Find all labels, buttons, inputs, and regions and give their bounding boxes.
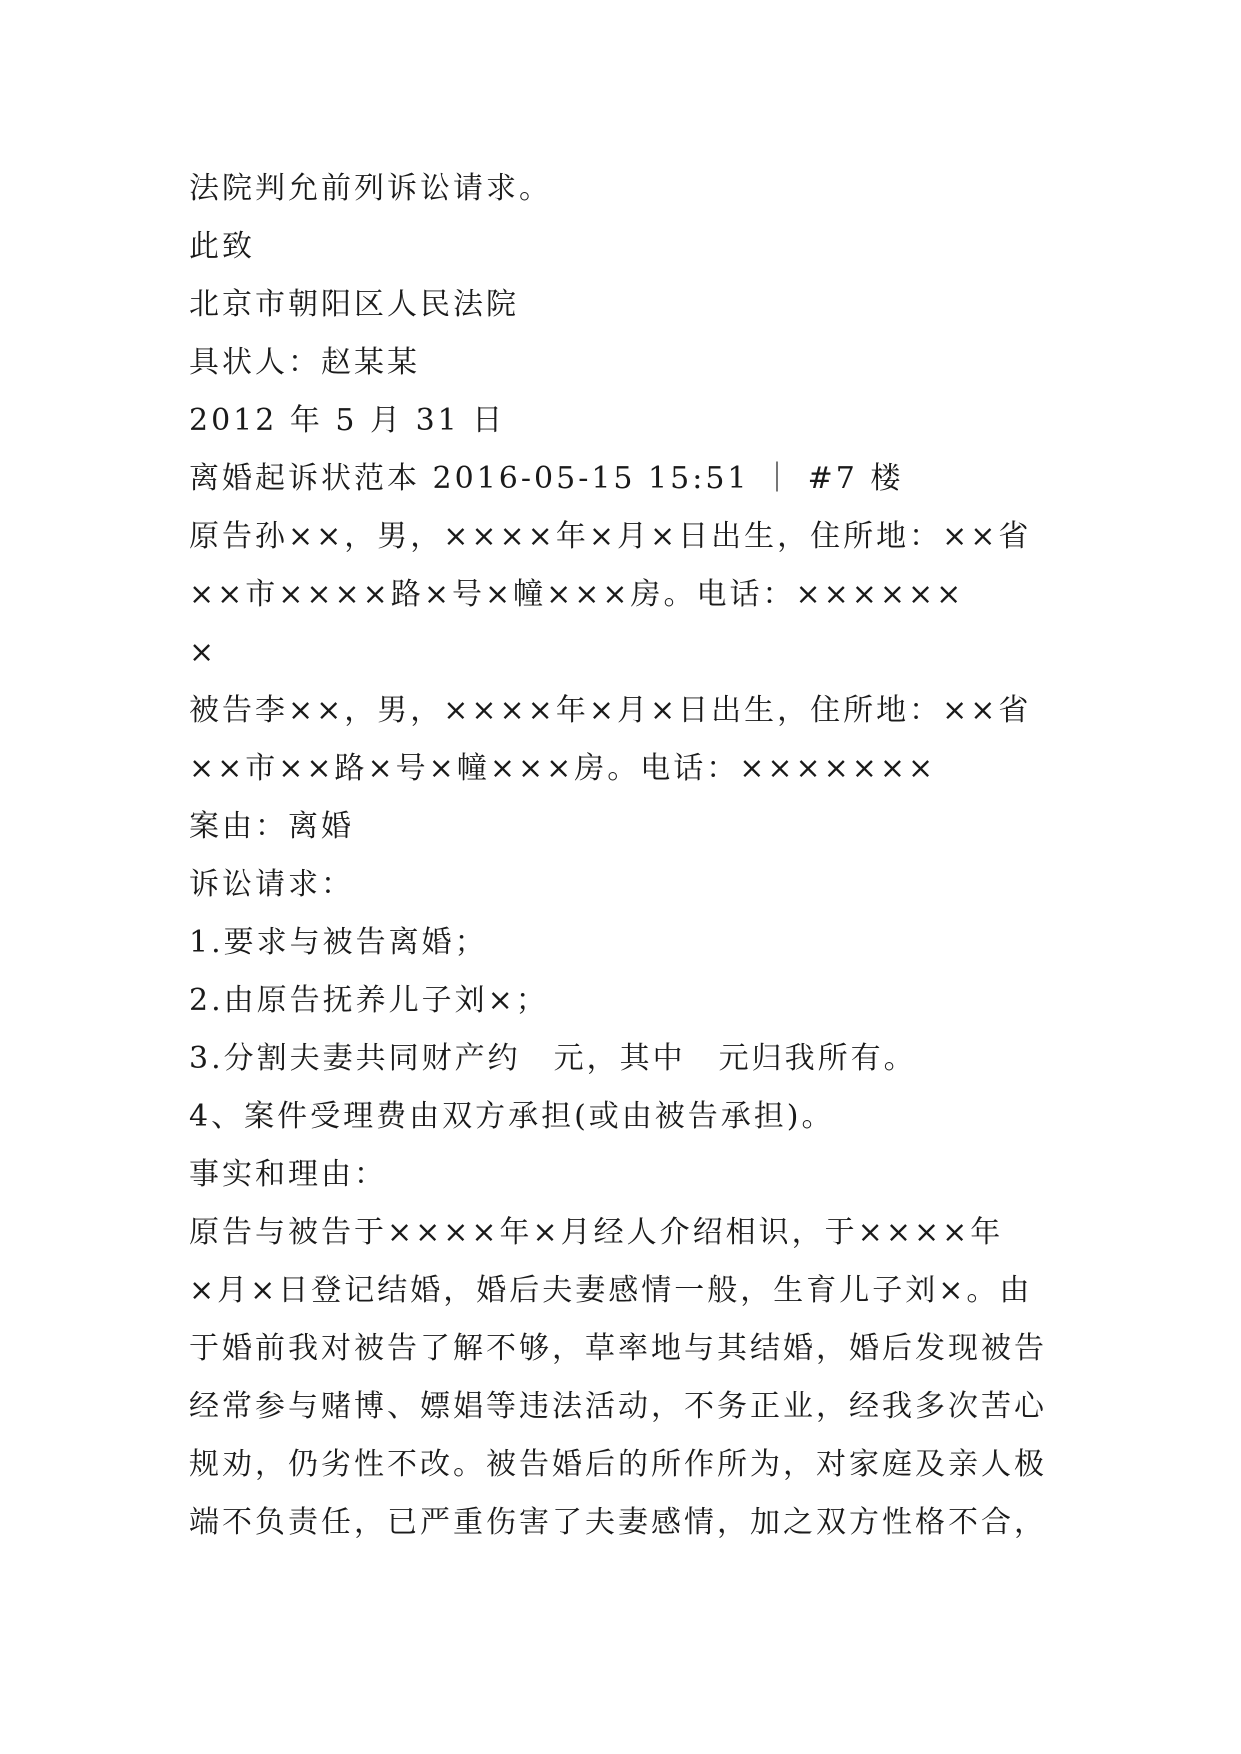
text-line: 事实和理由： [189, 1157, 387, 1192]
text-line: 离婚起诉状范本 2016-05-15 15:51 ｜ #7 楼 [189, 461, 904, 496]
text-line: 2.由原告抚养儿子刘×； [189, 983, 549, 1018]
text-line: 具状人：赵某某 [189, 345, 420, 380]
text-line: 4、案件受理费由双方承担(或由被告承担)。 [189, 1099, 835, 1134]
text-line: 原告与被告于××××年×月经人介绍相识，于××××年 [189, 1215, 1004, 1250]
text-line: 经常参与赌博、嫖娼等违法活动，不务正业，经我多次苦心 [189, 1389, 1047, 1424]
text-line: 此致 [189, 229, 255, 264]
text-line: 原告孙××，男，××××年×月×日出生，住所地：××省 [189, 519, 1032, 554]
text-line: ×月×日登记结婚，婚后夫妻感情一般，生育儿子刘×。由 [189, 1273, 1033, 1308]
text-line: 端不负责任，已严重伤害了夫妻感情，加之双方性格不合， [189, 1505, 1047, 1540]
text-line: 3.分割夫妻共同财产约 元，其中 元归我所有。 [189, 1041, 917, 1076]
text-line: ××市××××路×号×幢×××房。电话：×××××× [189, 577, 965, 612]
document-body [189, 160, 1069, 1552]
text-line: ××市××路×号×幢×××房。电话：××××××× [189, 751, 937, 786]
text-line: 1.要求与被告离婚； [189, 925, 488, 960]
text-line: 案由：离婚 [189, 809, 354, 844]
text-line: 北京市朝阳区人民法院 [189, 287, 519, 322]
text-line: 法院判允前列诉讼请求。 [189, 171, 552, 206]
text-line: 2012 年 5 月 31 日 [189, 403, 506, 438]
text-line: 诉讼请求： [189, 867, 354, 902]
text-line: × [189, 635, 218, 670]
text-line: 被告李××，男，××××年×月×日出生，住所地：××省 [189, 693, 1032, 728]
text-line: 于婚前我对被告了解不够，草率地与其结婚，婚后发现被告 [189, 1331, 1047, 1366]
text-line: 规劝，仍劣性不改。被告婚后的所作所为，对家庭及亲人极 [189, 1447, 1047, 1482]
